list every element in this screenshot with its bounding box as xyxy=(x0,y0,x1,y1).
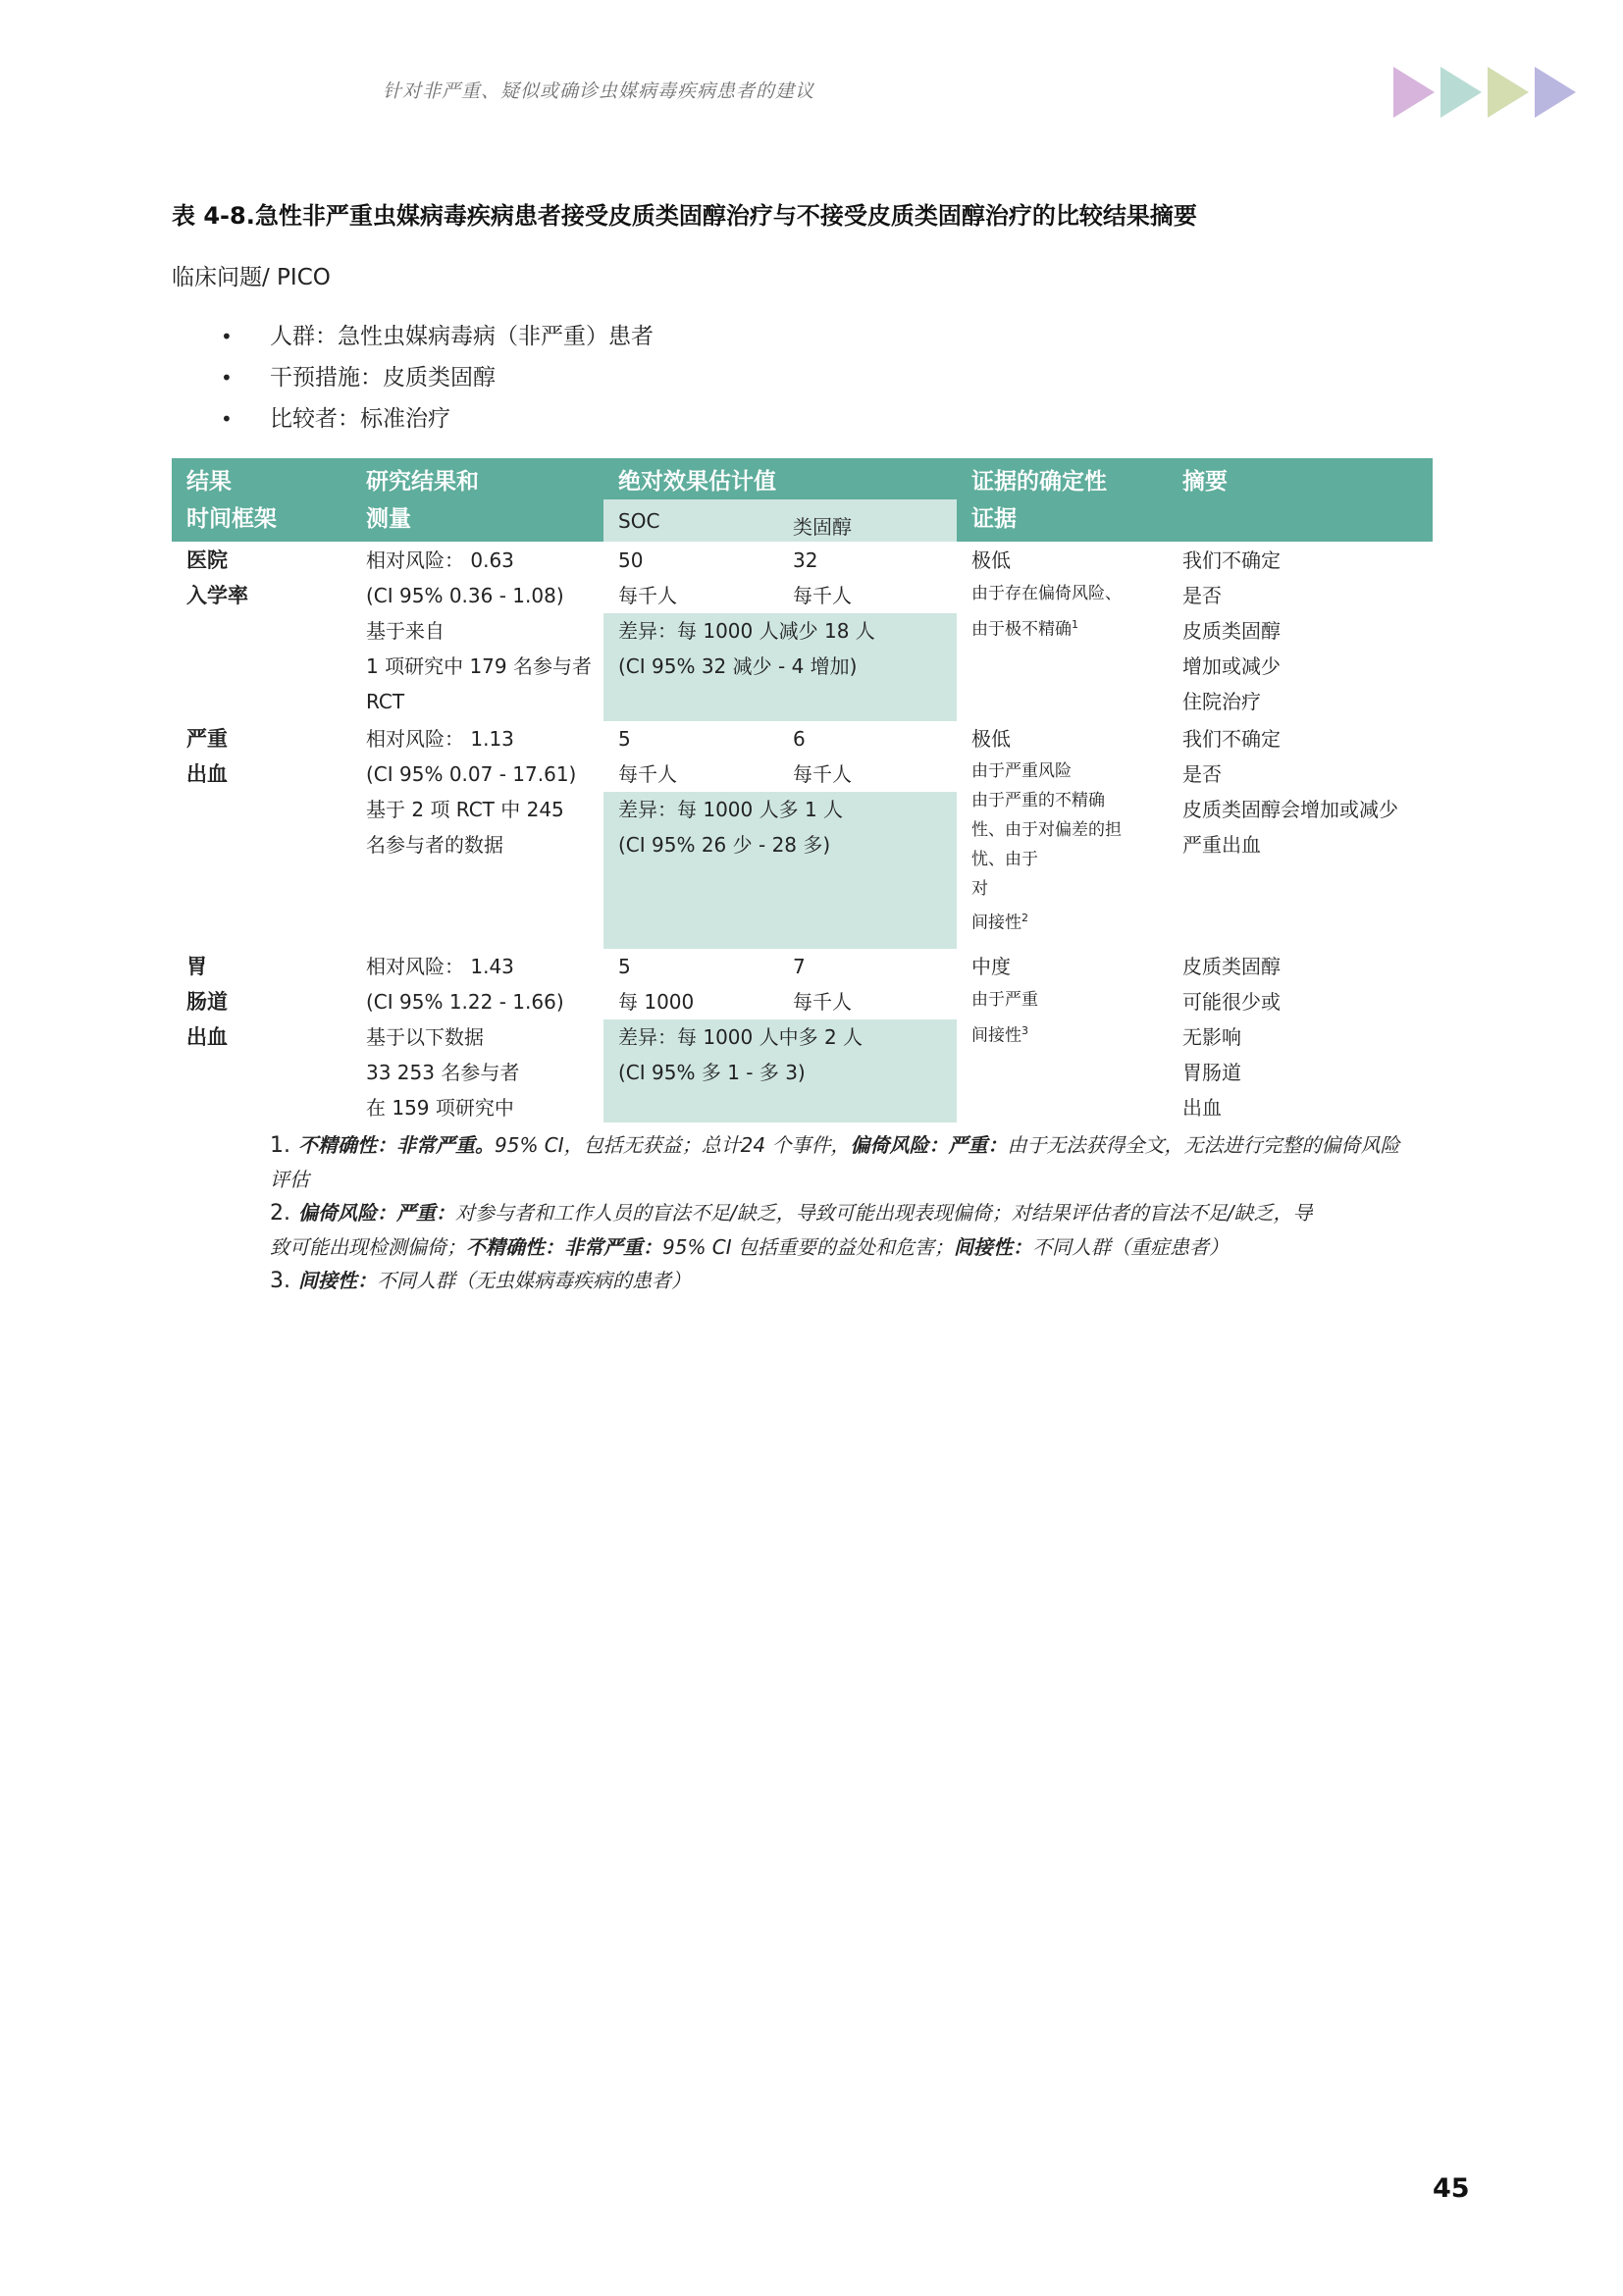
header-certainty: 证据的确定性 证据 xyxy=(971,469,1107,532)
pico-intervention: • 干预措施：皮质类固醇 xyxy=(221,357,654,398)
running-header-title: 针对非严重、疑似或确诊虫媒病毒疾病患者的建议 xyxy=(383,80,815,102)
row1-soc: 50 每千人 xyxy=(618,548,677,607)
row2-certainty: 极低 由于严重风险 由于严重的不精确 性、由于对偏差的担 忧、由于 对 间接性$^2$ xyxy=(971,727,1122,933)
row3-summary: 皮质类固醇 可能很少或 无影响 胃肠道 出血 xyxy=(1182,955,1281,1120)
row1-results: 相对风险： 0.63 (CI 95% 0.36 - 1.08) 基于来自 1 项研究中 179 名参与者 RCT xyxy=(366,548,592,713)
row3-certainty: 中度 由于严重 间接性$^3$ xyxy=(971,955,1038,1046)
header-results: 研究结果和 测量 xyxy=(366,469,479,532)
footnote-3: 3. 间接性：不同人群（无虫媒病毒疾病的患者） xyxy=(270,1269,691,1293)
row1-steroid: 32 每千人 xyxy=(793,548,852,607)
row1-outcome: 医院 入学率 xyxy=(186,548,248,607)
row3-steroid: 7 每千人 xyxy=(793,955,852,1014)
row2-outcome: 严重 出血 xyxy=(186,727,228,786)
header-outcome: 结果 时间框架 xyxy=(186,469,277,532)
header-steroid: 类固醇 xyxy=(793,515,852,539)
pico-comparator: • 比较者：标准治疗 xyxy=(221,398,654,440)
header-summary: 摘要 xyxy=(1182,469,1228,495)
pico-label: 临床问题/ PICO xyxy=(172,265,331,290)
row1-difference: 差异：每 1000 人减少 18 人 (CI 95% 32 减少 - 4 增加) xyxy=(618,619,875,678)
row2-summary: 我们不确定 是否 皮质类固醇会增加或减少 严重出血 xyxy=(1182,727,1398,857)
row1-summary: 我们不确定 是否 皮质类固醇 增加或减少 住院治疗 xyxy=(1182,548,1281,713)
pico-population: • 人群：急性虫媒病毒病（非严重）患者 xyxy=(221,316,654,357)
row2-steroid: 6 每千人 xyxy=(793,727,852,786)
row3-results: 相对风险： 1.43 (CI 95% 1.22 - 1.66) 基于以下数据 33 253 名参与者 在 159 项研究中 xyxy=(366,955,564,1120)
footnote-2: 2. 偏倚风险：严重：对参与者和工作人员的盲法不足/缺乏，导致可能出现表现偏倚；对结果评估者的盲法不足/缺乏，导 致可能出现检测偏倚；不精确性：非常严重：95% CI 包括重要的益处和危害；间接性：不同人群（重症患者） xyxy=(270,1201,1313,1259)
page-number: 45 xyxy=(1433,2173,1470,2204)
row2-soc: 5 每千人 xyxy=(618,727,677,786)
table-footnotes xyxy=(270,1128,1447,1298)
row3-soc: 5 每 1000 xyxy=(618,955,695,1014)
pico-list xyxy=(221,316,654,440)
row2-difference: 差异：每 1000 人多 1 人 (CI 95% 26 少 - 28 多) xyxy=(618,798,844,857)
summary-of-findings-table xyxy=(172,458,1433,1122)
footnote-1: 1. 不精确性：非常严重。95% CI，包括无获益；总计24 个事件，偏倚风险：严重：由于无法获得全文，无法进行完整的偏倚风险 评估 xyxy=(270,1133,1400,1191)
header-soc: SOC xyxy=(618,509,660,533)
decorative-arrows-icon xyxy=(1393,67,1580,118)
row3-difference: 差异：每 1000 人中多 2 人 (CI 95% 多 1 - 多 3) xyxy=(618,1025,864,1084)
header-absolute-effect: 绝对效果估计值 xyxy=(618,469,776,495)
row3-outcome: 胃 肠道 出血 xyxy=(186,955,228,1049)
row2-results: 相对风险： 1.13 (CI 95% 0.07 - 17.61) 基于 2 项 RCT 中 245 名参与者的数据 xyxy=(366,727,577,857)
row1-certainty: 极低 由于存在偏倚风险、 由于极不精确$^1$ xyxy=(971,548,1122,640)
table-title: 表 4-8.急性非严重虫媒病毒疾病患者接受皮质类固醇治疗与不接受皮质类固醇治疗的比较结果摘要 xyxy=(172,202,1197,230)
